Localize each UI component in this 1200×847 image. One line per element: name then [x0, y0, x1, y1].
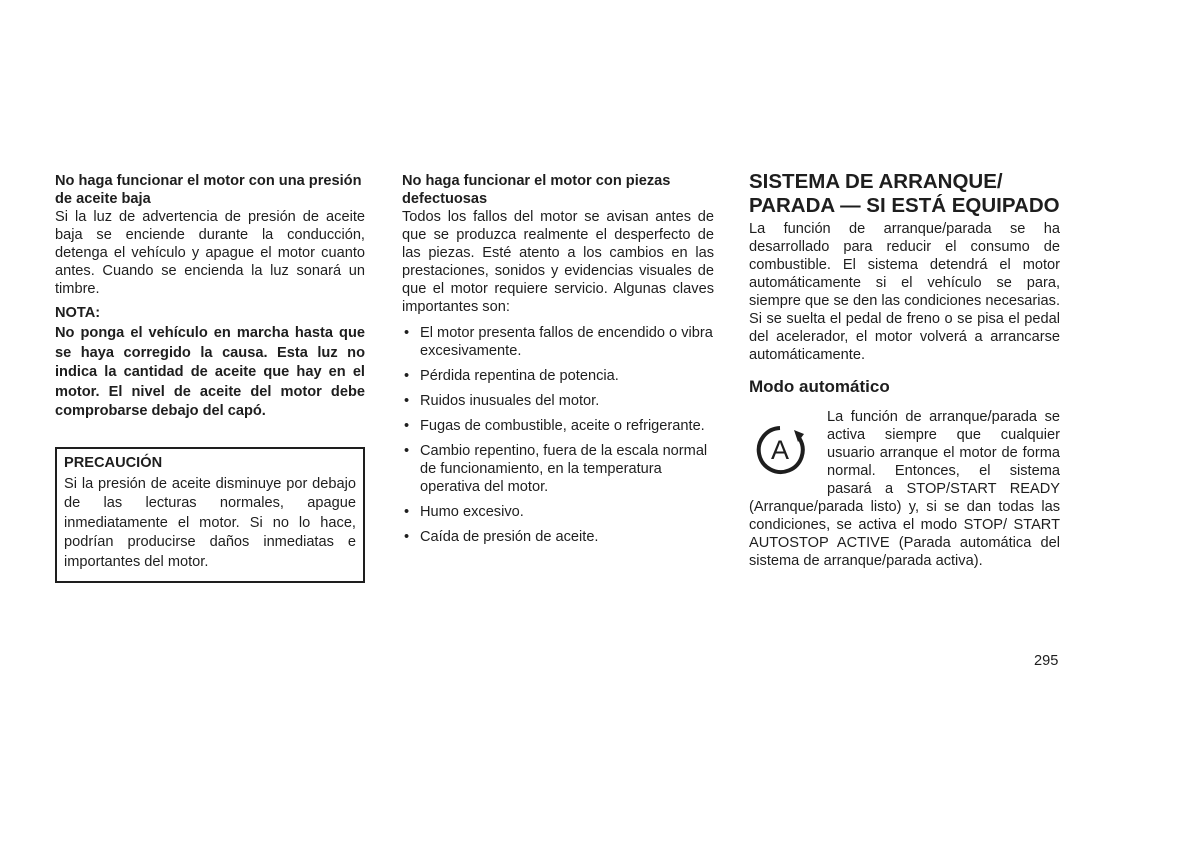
auto-mode-block: [749, 408, 1060, 570]
bullet-icon: •: [404, 393, 410, 409]
bullet-icon: •: [404, 504, 410, 520]
note-label: NOTA:: [55, 305, 101, 321]
bullet-icon: •: [404, 325, 410, 341]
start-stop-text: La función de arranque/parada se ha desarrollado para reducir el consumo de combustible. El sistema detendrá el motor automáticamente si el vehículo se para, siempre que se den las condiciones necesarias. Si se suelta el pedal de freno o se pisa el pedal del acelerador, el motor volverá a arrancarse automáticamente.: [749, 221, 1060, 363]
list-item-text: Cambio repentino, fuera de la escala normal de funcionamiento, en la temperatura operativa del motor.: [420, 443, 708, 495]
right-column: [749, 170, 1060, 570]
page-number: 295: [1034, 653, 1059, 669]
middle-column: [402, 172, 714, 553]
auto-icon-letter: A: [770, 435, 790, 465]
list-item-text: Pérdida repentina de potencia.: [420, 368, 619, 384]
warning-signs-list: [402, 324, 714, 546]
list-item-text: Caída de presión de aceite.: [420, 529, 599, 545]
list-item: [402, 367, 714, 385]
auto-mode-text: La función de arranque/parada se activa siempre que cualquier usuario arranque el motor de forma normal. Entonces, el sistema pasará a STOP/START READY (Arranque/parada listo) y, si se dan todas las condiciones, se activa el modo STOP/ START AUTOSTOP ACTIVE (Parada automática del sistema de arranque/parada activa).: [749, 409, 1060, 569]
bullet-icon: •: [404, 529, 410, 545]
caution-title: PRECAUCIÓN: [64, 454, 163, 471]
bullet-icon: •: [404, 443, 410, 459]
low-oil-pressure-text: Si la luz de advertencia de presión de aceite baja se enciende durante la conducción, detenga el vehículo y apague el motor cuanto antes. Cuando se encienda la luz sonará un timbre.: [55, 209, 365, 297]
section-heading-start-stop: SISTEMA DE ARRANQUE/ PARADA — SI ESTÁ EQUIPADO: [749, 170, 1060, 217]
bullet-icon: •: [404, 418, 410, 434]
list-item-text: Fugas de combustible, aceite o refrigerante.: [420, 418, 705, 434]
faulty-parts-text: Todos los fallos del motor se avisan antes de que se produzca realmente el desperfecto de las piezas. Esté atento a los cambios en las prestaciones, sonidos y evidencias visuales de que el motor requiere servicio. Algunas claves importantes son:: [402, 209, 714, 315]
left-column: [55, 172, 365, 583]
caution-box: [55, 447, 365, 583]
section-heading-faulty-parts: No haga funcionar el motor con piezas defectuosas: [402, 173, 671, 207]
caution-text: Si la presión de aceite disminuye por debajo de las lecturas normales, apague inmediatamente el motor. Si no lo hace, podrían producirse daños inmediatas e importantes del motor.: [64, 475, 356, 570]
list-item-text: Ruidos inusuales del motor.: [420, 393, 600, 409]
list-item: [402, 324, 714, 360]
list-item: [402, 528, 714, 546]
list-item: [402, 442, 714, 496]
list-item: [402, 503, 714, 521]
list-item-text: Humo excesivo.: [420, 504, 524, 520]
auto-start-stop-icon: [752, 422, 808, 478]
note-text: No ponga el vehículo en marcha hasta que se haya corregido la causa. Esta luz no indica la cantidad de aceite que hay en el motor. El nivel de aceite del motor debe comprobarse debajo del capó.: [55, 325, 365, 420]
list-item-text: El motor presenta fallos de encendido o vibra excesivamente.: [420, 325, 713, 359]
bullet-icon: •: [404, 368, 410, 384]
list-item: [402, 392, 714, 410]
auto-mode-heading: Modo automático: [749, 377, 890, 396]
list-item: [402, 417, 714, 435]
section-heading-low-oil-pressure: No haga funcionar el motor con una presión de aceite baja: [55, 173, 362, 207]
